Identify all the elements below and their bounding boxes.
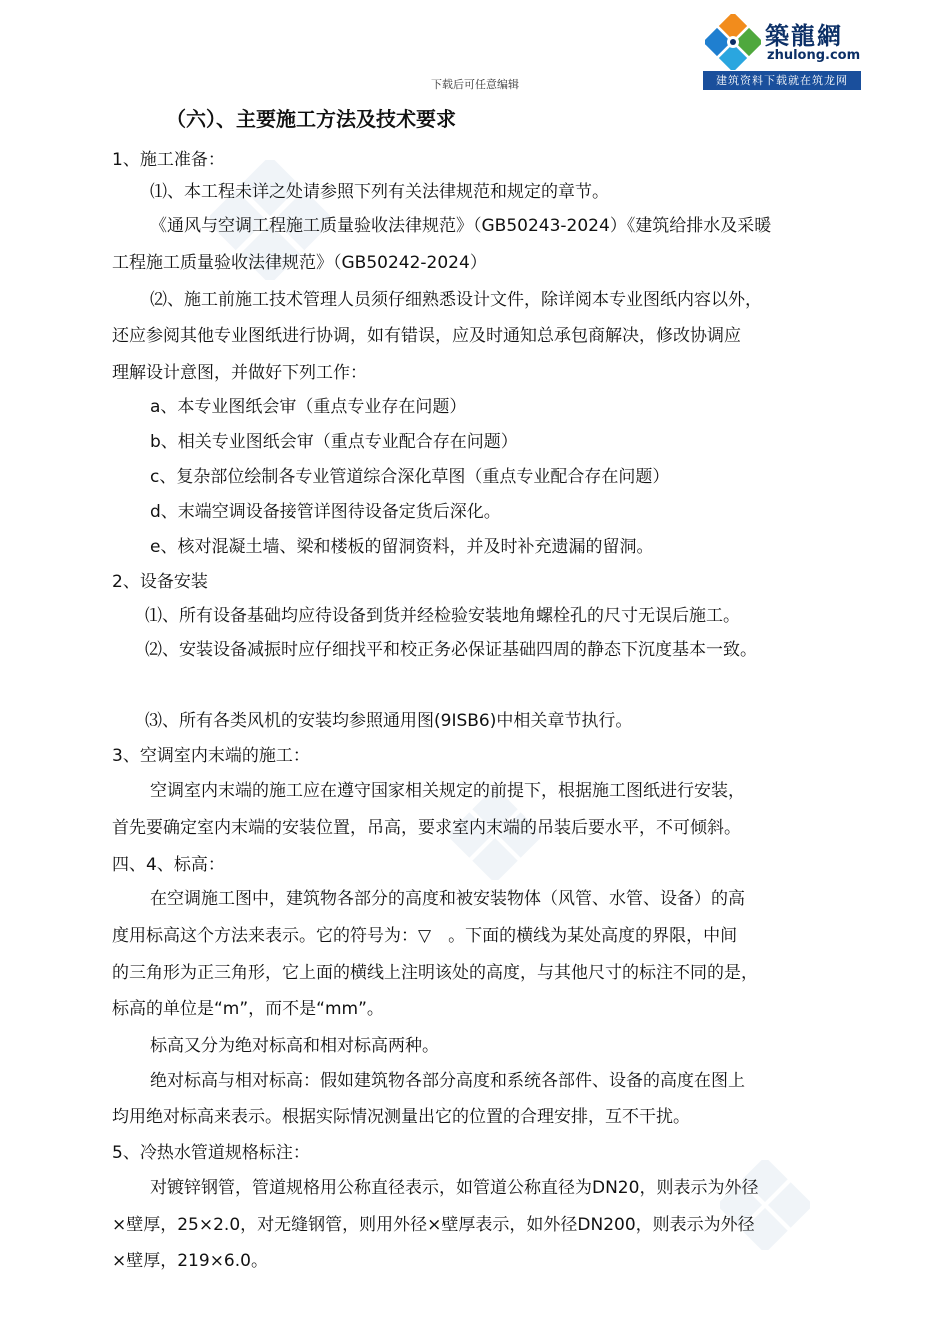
paragraph-line: 对镀锌钢管，管道规格用公称直径表示，如管道公称直径为DN20，则表示为外径 (150, 1178, 759, 1198)
list-item: b、相关专业图纸会审（重点专业配合存在问题） (150, 432, 518, 452)
paragraph-line: ⑴、本工程未详之处请参照下列有关法律规范和规定的章节。 (150, 182, 609, 202)
logo-name: 築龍網 (765, 21, 843, 50)
list-item: d、末端空调设备接管详图待设备定货后深化。 (150, 502, 501, 522)
list-item: e、核对混凝土墙、梁和楼板的留洞资料，并及时补充遗漏的留洞。 (150, 537, 654, 557)
paragraph-line: 还应参阅其他专业图纸进行协调，如有错误，应及时通知总承包商解决，修改协调应 (112, 326, 741, 346)
paragraph-line: ⑵、安装设备减振时应仔细找平和校正务必保证基础四周的静态下沉度基本一致。 (145, 640, 757, 660)
paragraph-line: ⑵、施工前施工技术管理人员须仔细熟悉设计文件，除详阅本专业图纸内容以外， (150, 290, 762, 310)
list-item: a、本专业图纸会审（重点专业存在问题） (150, 397, 467, 417)
paragraph-line: 标高的单位是“m”，而不是“mm”。 (112, 999, 384, 1019)
paragraph-line: 《通风与空调工程施工质量验收法律规范》（GB50243-2024）《建筑给排水及采暖 (150, 216, 772, 236)
section-title: （六）、主要施工方法及技术要求 (166, 107, 456, 131)
paragraph-line: 首先要确定室内末端的安装位置，吊高，要求室内末端的吊装后要水平，不可倾斜。 (112, 818, 741, 838)
heading-elevation: 四、4、标高： (112, 855, 225, 875)
logo-emblem-icon (705, 14, 761, 70)
paragraph-line: 理解设计意图，并做好下列工作： (112, 363, 367, 383)
list-item: c、复杂部位绘制各专业管道综合深化草图（重点专业配合存在问题） (150, 467, 670, 487)
heading-indoor-terminal: 3、空调室内末端的施工： (112, 746, 310, 766)
paragraph-line: ⑶、所有各类风机的安装均参照通用图(9ISB6)中相关章节执行。 (145, 711, 633, 731)
paragraph-line: 标高又分为绝对标高和相对标高两种。 (150, 1036, 439, 1056)
paragraph-line: ⑴、所有设备基础均应待设备到货并经检验安装地角螺栓孔的尺寸无误后施工。 (145, 606, 740, 626)
paragraph-line: ×壁厚，219×6.0。 (112, 1251, 268, 1271)
heading-preparation: 1、施工准备： (112, 150, 225, 170)
heading-equipment: 2、设备安装 (112, 572, 208, 592)
paragraph-line: 均用绝对标高来表示。根据实际情况测量出它的位置的合理安排，互不干扰。 (112, 1107, 690, 1127)
paragraph-line: ×壁厚，25×2.0，对无缝钢管，则用外径×壁厚表示，如外径DN200，则表示为外径 (112, 1215, 755, 1235)
header-note: 下载后可任意编辑 (431, 78, 519, 91)
logo-domain: zhulong.com (767, 48, 861, 63)
paragraph-line: 在空调施工图中，建筑物各部分的高度和被安装物体（风管、水管、设备）的高 (150, 889, 745, 909)
paragraph-line: 的三角形为正三角形，它上面的横线上注明该处的高度，与其他尺寸的标注不同的是， (112, 963, 758, 983)
paragraph-line: 度用标高这个方法来表示。它的符号为：▽ 。下面的横线为某处高度的界限，中间 (112, 926, 738, 946)
paragraph-line: 空调室内末端的施工应在遵守国家相关规定的前提下，根据施工图纸进行安装， (150, 781, 745, 801)
logo-slogan: 建筑资料下载就在筑龙网 (703, 71, 861, 90)
zhulong-logo (703, 12, 861, 90)
paragraph-line: 工程施工质量验收法律规范》（GB50242-2024） (112, 253, 487, 273)
paragraph-line: 绝对标高与相对标高：假如建筑物各部分高度和系统各部件、设备的高度在图上 (150, 1071, 745, 1091)
heading-pipe-spec: 5、冷热水管道规格标注： (112, 1143, 310, 1163)
